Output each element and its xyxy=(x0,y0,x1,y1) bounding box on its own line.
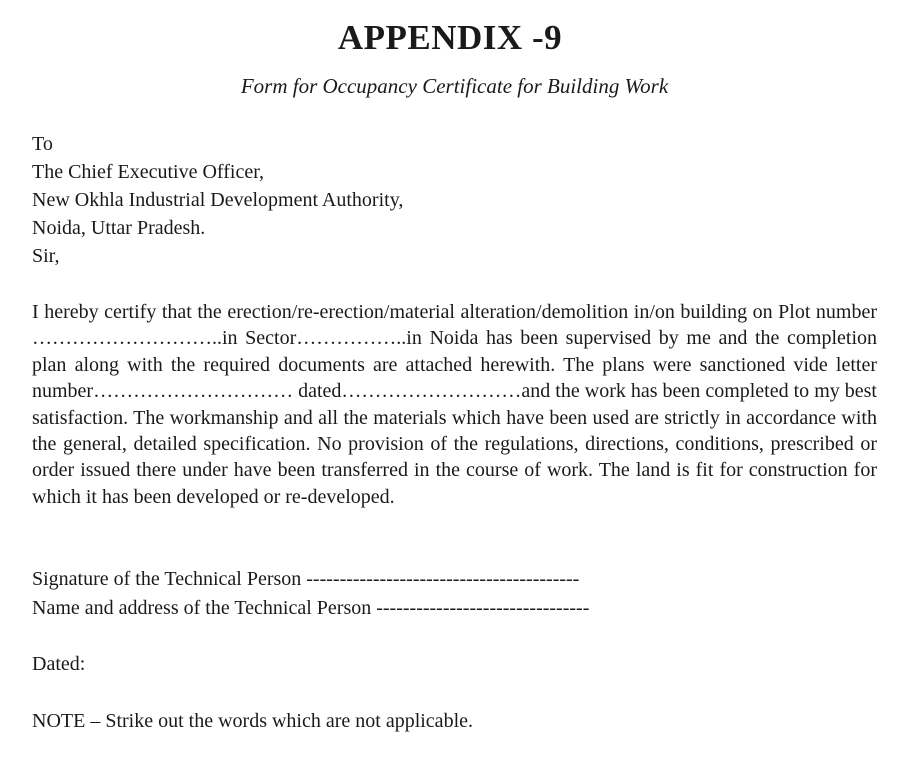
dated-label: Dated: xyxy=(32,653,86,675)
note-text: NOTE – Strike out the words which are not applicable. xyxy=(32,710,473,732)
form-subtitle: Form for Occupancy Certificate for Building Work xyxy=(240,74,669,98)
recipient-address xyxy=(32,130,403,270)
address-line-1: The Chief Executive Officer, xyxy=(32,161,265,183)
address-to: To xyxy=(32,133,53,155)
signature-line: Signature of the Technical Person ----------------------------------------- xyxy=(32,568,580,590)
certificate-paragraph: I hereby certify that the erection/re-erection/material alteration/demolition in/on building on Plot number ………………………..in Sector……………..in Noida has been supervised by me and the completion plan along with the required documents are attached herewith. The plans were sanctioned vide letter number………………………… dated………………………and the work has been completed to my best satisfaction. The workmanship and all the materials which have been used are strictly in accordance with the general, detailed specification. No provision of the regulations, directions, conditions, prescribed or order issued there under have been transferred in the course of work. The land is fit for construction for which it has been developed or re-developed. xyxy=(32,301,877,508)
name-address-line: Name and address of the Technical Person -------------------------------- xyxy=(32,597,590,619)
address-line-3: Noida, Uttar Pradesh. xyxy=(32,217,206,239)
address-line-2: New Okhla Industrial Development Authority, xyxy=(32,189,404,211)
page-title: APPENDIX -9 xyxy=(337,18,563,57)
salutation: Sir, xyxy=(32,245,60,267)
